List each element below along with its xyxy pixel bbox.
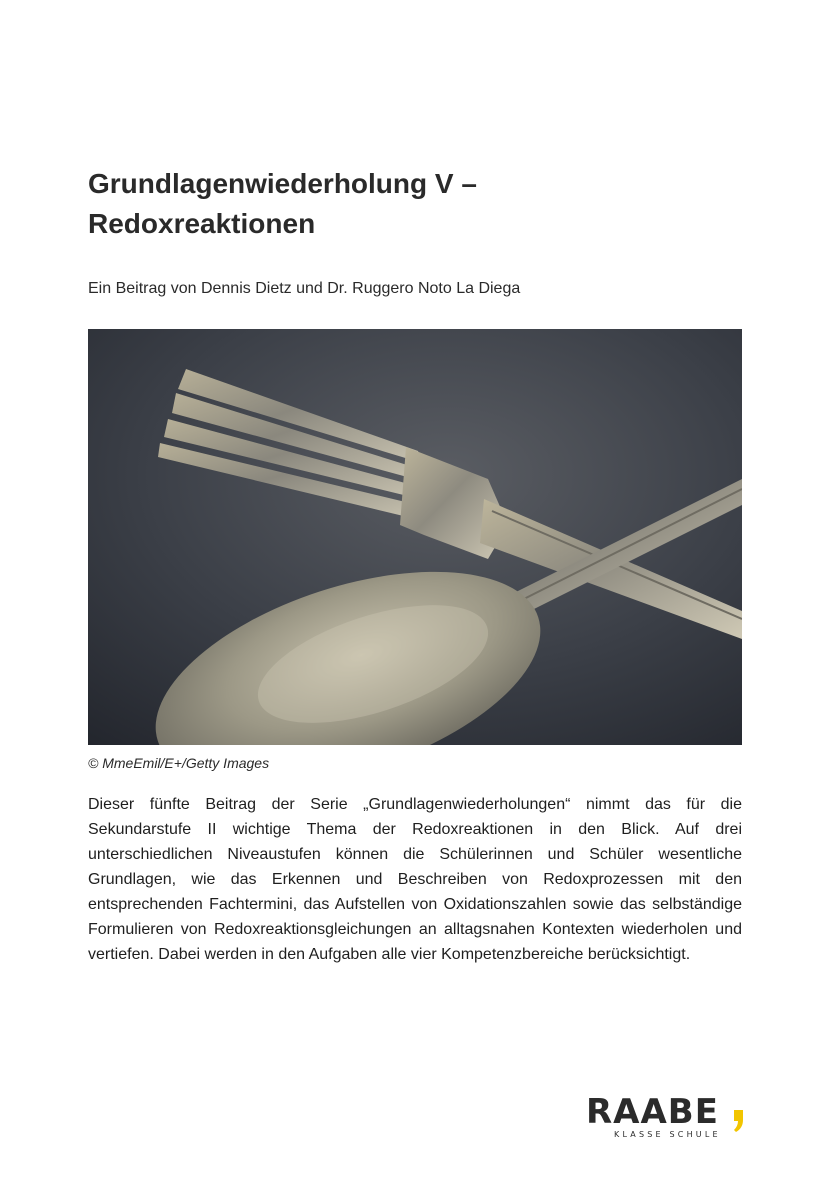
logo-tagline: KLASSE SCHULE bbox=[614, 1130, 721, 1139]
fork-and-spoon-image bbox=[88, 329, 742, 745]
logo-comma-shape bbox=[734, 1110, 743, 1132]
logo-comma-icon bbox=[732, 1110, 744, 1132]
title-line-1: Grundlagenwiederholung V – bbox=[88, 168, 477, 199]
page-title bbox=[88, 164, 748, 244]
raabe-logo bbox=[586, 1092, 748, 1152]
author-byline: Ein Beitrag von Dennis Dietz und Dr. Ruggero Noto La Diega bbox=[88, 280, 521, 297]
image-credit: © MmeEmil/E+/Getty Images bbox=[88, 755, 270, 771]
cover-photo bbox=[88, 329, 742, 745]
logo-wordmark: RAABE bbox=[586, 1092, 719, 1132]
abstract-paragraph: Dieser fünfte Beitrag der Serie „Grundlagenwiederholungen“ nimmt das für die Sekundarstufe II wichtige Thema der Redoxreaktionen in den Blick. Auf drei unterschiedlichen Niveaustufen können die Schülerinnen und Schüler wesentliche Grundlagen, wie das Erkennen und Beschreiben von Redoxprozessen mit den entsprechenden Fachtermini, das Aufstellen von Oxidationszahlen sowie das selbständige Formulieren von Redoxreaktionsgleichungen an alltagsnahen Kontexten wiederholen und vertiefen. Dabei werden in den Aufgaben alle vier Kompetenzbereiche berücksichtigt. bbox=[88, 796, 742, 963]
title-line-2: Redoxreaktionen bbox=[88, 208, 316, 239]
